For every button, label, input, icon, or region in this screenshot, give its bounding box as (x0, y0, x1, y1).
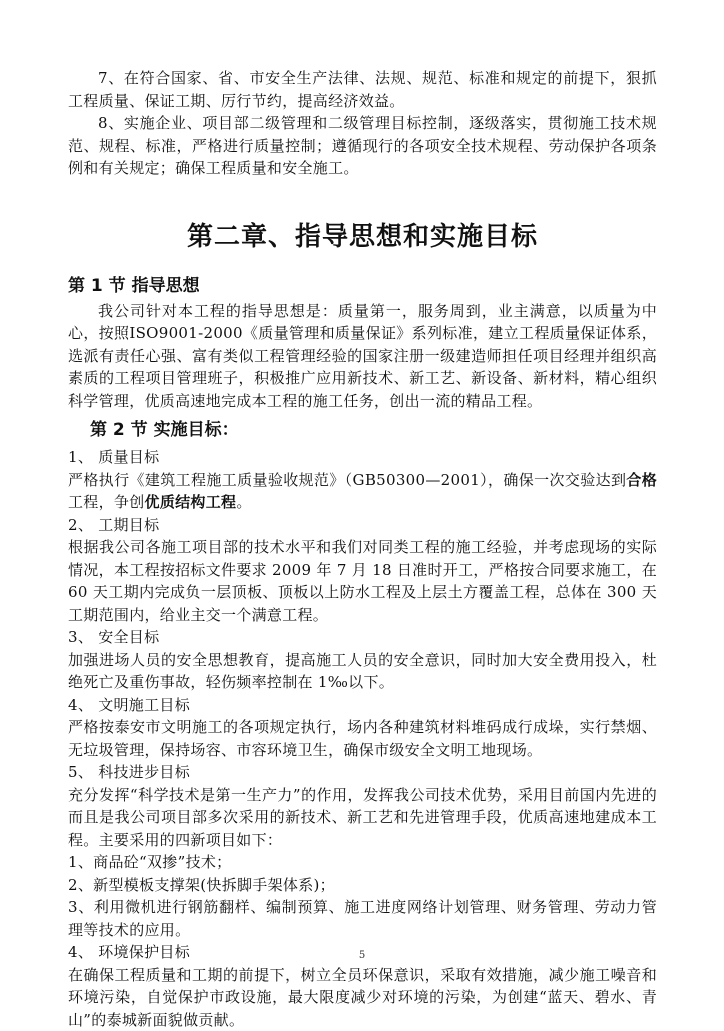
section-2-title: 第 2 节 实施目标： (90, 418, 657, 442)
safety-body: 加强进场人员的安全思想教育，提高施工人员的安全意识，同时加大安全费用投入，杜绝死亡及重伤事故，轻伤频率控制在 1‰以下。 (68, 649, 657, 694)
section-1-title: 第 1 节 指导思想 (68, 274, 657, 298)
section-1-body: 我公司针对本工程的指导思想是：质量第一，服务周到，业主满意，以质量为中心，按照ISO9001-2000《质量管理和质量保证》系列标准，建立工程质量保证体系，选派有责任心强、富有类似工程管理经验的国家注册一级建造师担任项目经理并组织高素质的工程项目管理班子，积极推广应用新技术、新工艺、新设备、新材料，精心组织科学管理，优质高速地完成本工程的施工任务，创出一流的精品工程。 (68, 300, 657, 413)
quality-text-c: 。 (236, 493, 251, 511)
quality-bold-pass: 合格 (626, 471, 657, 489)
env-heading: 4、 环境保护目标 (68, 941, 657, 964)
quality-text-b: 工程，争创 (68, 493, 145, 511)
safety-heading: 3、 安全目标 (68, 626, 657, 649)
quality-body (68, 469, 657, 514)
tech-body: 充分发挥“科学技术是第一生产力”的作用，发挥我公司技术优势，采用目前国内先进的而且是我公司项目部多次采用的新技术、新工艺和先进管理手段，优质高速地建成本工程。主要采用的四新项目如下： (68, 784, 657, 852)
document-page (68, 67, 657, 1031)
env-body: 在确保工程质量和工期的前提下，树立全员环保意识，采取有效措施，减少施工噪音和环境污染，自觉保护市政设施，最大限度减少对环境的污染，为创建“蓝天、碧水、青山”的泰城新面貌做贡献。 (68, 964, 657, 1031)
quality-text-a: 严格执行《建筑工程施工质量验收规范》（GB50300—2001），确保一次交验达到 (68, 471, 626, 489)
schedule-body: 根据我公司各施工项目部的技术水平和我们对同类工程的施工经验，并考虑现场的实际情况，本工程按招标文件要求 2009 年 7 月 18 日准时开工，严格按合同要求施工，在 60 天工期内完成负一层顶板、顶板以上防水工程及上层土方覆盖工程，总体在 300 天工期范围内，给业主交一个满意工程。 (68, 536, 657, 626)
schedule-heading: 2、 工期目标 (68, 514, 657, 537)
quality-bold-excellent: 优质结构工程 (145, 493, 237, 511)
tech-item: 1、商品砼“双掺”技术； (68, 851, 657, 874)
intro-paragraph-7: 7、在符合国家、省、市安全生产法律、法规、规范、标准和规定的前提下，狠抓工程质量、保证工期、厉行节约，提高经济效益。 (68, 67, 657, 112)
civilized-body: 严格按泰安市文明施工的各项规定执行，场内各种建筑材料堆码成行成垛，实行禁烟、无垃圾管理，保持场容、市容环境卫生，确保市级安全文明工地现场。 (68, 716, 657, 761)
tech-item: 3、利用微机进行钢筋翻样、编制预算、施工进度网络计划管理、财务管理、劳动力管理等技术的应用。 (68, 896, 657, 941)
tech-heading: 5、 科技进步目标 (68, 761, 657, 784)
chapter-title: 第二章、指导思想和实施目标 (68, 220, 657, 254)
page-number: 5 (0, 950, 724, 961)
quality-heading: 1、 质量目标 (68, 446, 657, 469)
civilized-heading: 4、 文明施工目标 (68, 694, 657, 717)
intro-paragraph-8: 8、实施企业、项目部二级管理和二级管理目标控制，逐级落实，贯彻施工技术规范、规程、标准，严格进行质量控制；遵循现行的各项安全技术规程、劳动保护各项条例和有关规定；确保工程质量和安全施工。 (68, 112, 657, 180)
tech-item: 2、新型模板支撑架(快拆脚手架体系)； (68, 874, 657, 897)
